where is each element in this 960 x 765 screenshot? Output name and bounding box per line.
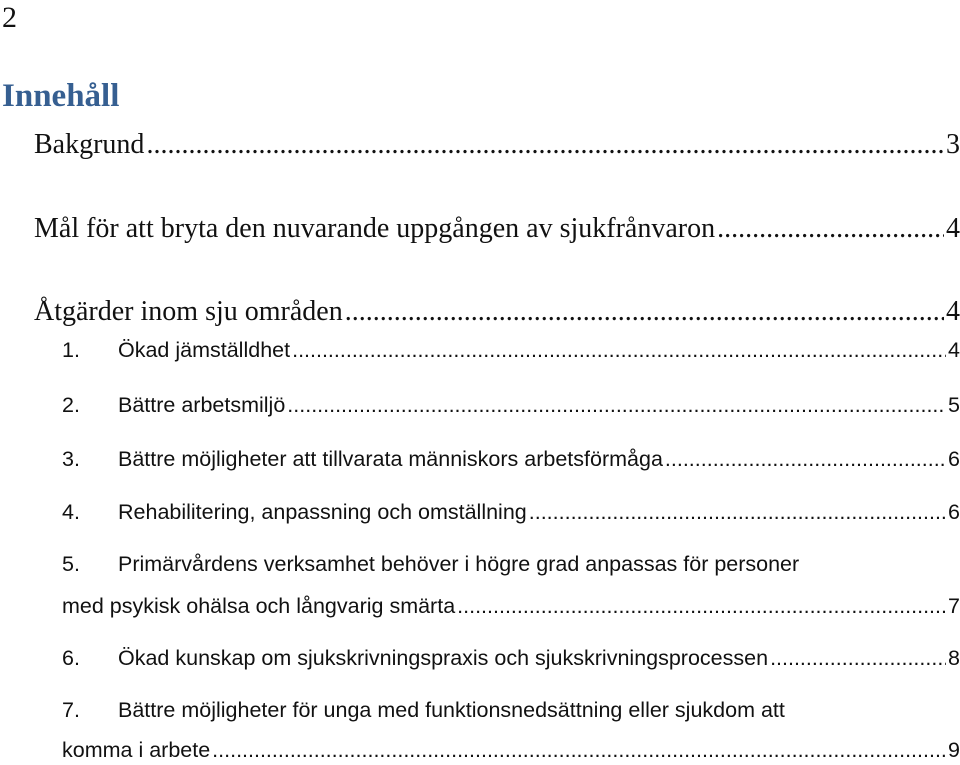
toc-item-label: Bättre arbetsmiljö xyxy=(118,393,286,417)
toc-item-label: Bättre möjligheter att tillvarata människors arbetsförmåga xyxy=(118,447,663,471)
toc-item-page: 9 xyxy=(948,738,960,762)
toc-item-label: Rehabilitering, anpassning och omställning xyxy=(118,500,527,524)
toc-item-6[interactable] xyxy=(62,644,960,672)
toc-item-7-line1[interactable] xyxy=(62,696,960,724)
toc-leader-dots xyxy=(717,212,944,246)
toc-item-number: 1. xyxy=(62,338,80,362)
toc-item-label: Bättre möjligheter för unga med funktionsnedsättning eller sjukdom att xyxy=(118,698,785,722)
toc-item-label-continued: med psykisk ohälsa och långvarig smärta xyxy=(62,594,456,618)
toc-leader-dots xyxy=(345,295,944,329)
toc-leader-dots xyxy=(529,498,946,526)
page-number: 2 xyxy=(2,1,17,34)
toc-item-page: 7 xyxy=(948,594,960,618)
toc-item-1[interactable] xyxy=(62,336,960,364)
toc-leader-dots xyxy=(146,128,944,162)
toc-title: Innehåll xyxy=(2,78,120,114)
toc-item-number: 2. xyxy=(62,393,80,417)
toc-item-3[interactable] xyxy=(62,445,960,473)
toc-item-label: Ökad kunskap om sjukskrivningspraxis och sjukskrivningsprocessen xyxy=(118,646,769,670)
toc-entry-mal[interactable] xyxy=(34,212,960,246)
toc-item-7-line2[interactable] xyxy=(62,736,960,764)
toc-item-number: 4. xyxy=(62,500,80,524)
toc-item-page: 6 xyxy=(948,447,960,471)
toc-entry-atgarder[interactable] xyxy=(34,295,960,329)
toc-leader-dots xyxy=(287,391,946,419)
toc-item-2[interactable] xyxy=(62,391,960,419)
toc-item-5-line2[interactable] xyxy=(62,592,960,620)
toc-entry-label: Bakgrund xyxy=(34,129,145,160)
toc-entry-page: 4 xyxy=(946,213,960,244)
toc-leader-dots xyxy=(665,445,946,473)
toc-entry-label: Mål för att bryta den nuvarande uppgången av sjukfrånvaron xyxy=(34,213,716,244)
toc-item-4[interactable] xyxy=(62,498,960,526)
toc-item-number: 5. xyxy=(62,552,80,576)
toc-leader-dots xyxy=(292,336,946,364)
toc-item-label: Ökad jämställdhet xyxy=(118,338,291,362)
toc-entry-bakgrund[interactable] xyxy=(34,128,960,162)
toc-item-page: 5 xyxy=(948,393,960,417)
toc-item-number: 7. xyxy=(62,698,80,722)
toc-item-page: 8 xyxy=(948,646,960,670)
toc-leader-dots xyxy=(457,592,946,620)
toc-item-page: 4 xyxy=(948,338,960,362)
toc-entry-page: 3 xyxy=(946,129,960,160)
toc-leader-dots xyxy=(770,644,946,672)
toc-leader-dots xyxy=(212,736,946,764)
toc-item-5-line1[interactable] xyxy=(62,550,960,578)
toc-item-label: Primärvårdens verksamhet behöver i högre grad anpassas för personer xyxy=(118,552,800,576)
toc-entry-page: 4 xyxy=(946,296,960,327)
toc-item-number: 6. xyxy=(62,646,80,670)
toc-entry-label: Åtgärder inom sju områden xyxy=(34,296,343,327)
toc-item-label-continued: komma i arbete xyxy=(62,738,211,762)
toc-item-page: 6 xyxy=(948,500,960,524)
toc-item-number: 3. xyxy=(62,447,80,471)
